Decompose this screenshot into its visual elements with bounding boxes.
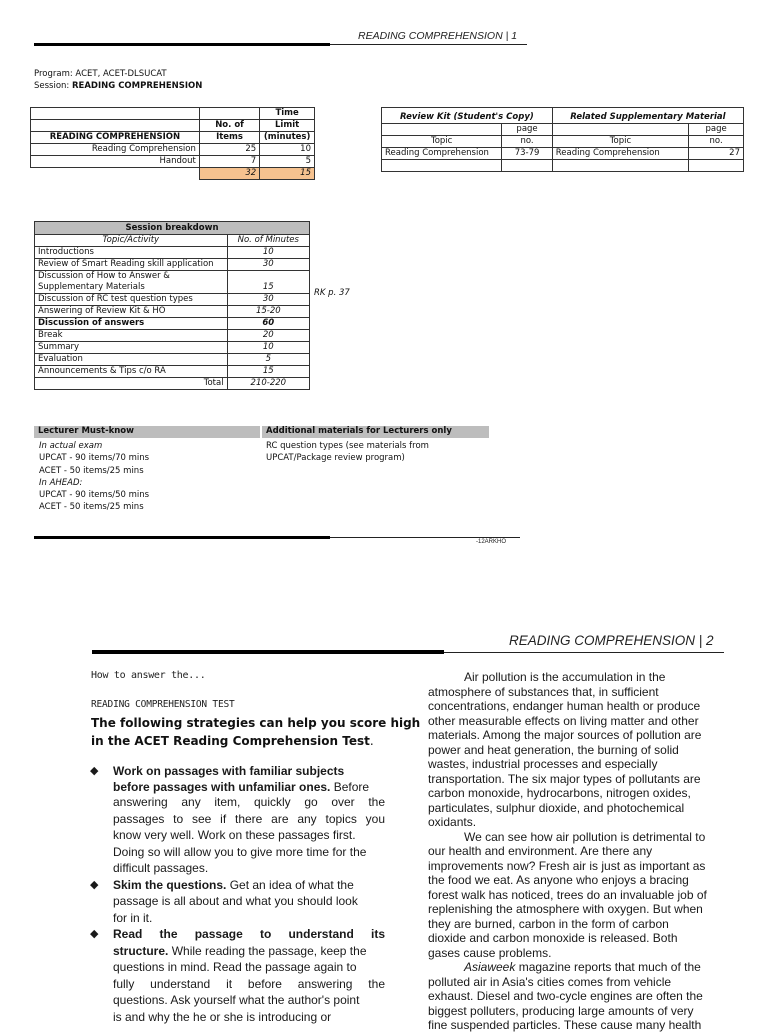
- passage-line: they are burned, carbon in the form of carbon: [428, 916, 669, 931]
- items-table: [30, 107, 315, 180]
- page2-header-rule-thin: [444, 652, 724, 653]
- items-header-2: Items: [199, 132, 259, 144]
- table-row: Break 20: [35, 330, 310, 342]
- intro-line-2-bold: in the ACET Reading Comprehension Test: [91, 734, 370, 748]
- review-kit-table: Review Kit (Student's Copy) Related Supplementary Material page page Topic no. Topic no. Reading Comprehension 73-79 Reading Comprehension 27: [381, 107, 744, 172]
- intro-line-1: The following strategies can help you score high: [91, 716, 421, 730]
- passage-line: the food we eat. As anyone who enjoys a bracing: [428, 873, 689, 887]
- passage-line: particulates, sulphur dioxide, and photochemical: [428, 800, 685, 815]
- strategy-line: ◆ Read the passage to understand its: [90, 927, 385, 941]
- passage-line: Asiaweek magazine reports that much of the: [464, 960, 701, 974]
- totals-row: [31, 168, 315, 180]
- total-row: Total 210-220: [35, 378, 310, 390]
- table-row: Reading Comprehension 73-79 Reading Comprehension 27: [382, 148, 744, 160]
- session-line: [34, 81, 202, 92]
- strategy-line: questions in mind. Read the passage again to: [113, 960, 357, 974]
- intro-line-2-period: .: [369, 734, 374, 748]
- page1-header: READING COMPREHENSION | 1: [358, 30, 518, 42]
- page1-footer-rule: [34, 536, 330, 539]
- passage-line: oxidants.: [428, 815, 477, 829]
- strategy-line: for in it.: [113, 910, 153, 925]
- strategy-line: ◆ Work on passages with familiar subjects: [90, 764, 345, 778]
- strategy-line: before passages with unfamiliar ones. Before: [113, 779, 370, 794]
- page1-footer-rule-thin: [330, 537, 520, 538]
- passage-line: forest walk has noticed, trees do an invaluable job of: [428, 887, 707, 902]
- rk-side-note: RK p. 37: [314, 288, 350, 298]
- test-title: READING COMPREHENSION TEST: [91, 699, 235, 710]
- passage-line: power and heat generation, the burning of solid: [428, 742, 679, 757]
- strategy-line: difficult passages.: [113, 861, 209, 875]
- page2-header: READING COMPREHENSION | 2: [509, 633, 714, 648]
- bullet-icon: ◆: [90, 928, 99, 940]
- passage-line: replenishing the atmosphere with oxygen. But when: [428, 902, 703, 916]
- total-time: 15: [260, 168, 315, 180]
- bullet-icon: ◆: [90, 878, 99, 891]
- strategy-line: fully understand it before answering the: [113, 976, 385, 991]
- page1-header-rule-thin: [330, 44, 527, 45]
- passage-line: transportation. The six major types of pollutants are: [428, 771, 701, 786]
- how-to-answer: How to answer the...: [91, 670, 206, 681]
- strategy-line: passage is all about and what you should look: [113, 894, 358, 908]
- table-row: Answering of Review Kit & HO 15-20: [35, 306, 310, 318]
- program-line: Program: ACET, ACET-DLSUCAT: [34, 69, 167, 79]
- breakdown-col-minutes: No. of Minutes: [227, 235, 309, 247]
- footer-code: -12ARKHO: [476, 539, 507, 545]
- strategy-line: Doing so will allow you to give more time for the: [113, 844, 367, 859]
- table-row: Handout 7 5: [31, 156, 315, 168]
- strategy-line: passages to see if there are any topics you: [113, 811, 385, 826]
- breakdown-col-topic: Topic/Activity: [35, 235, 228, 247]
- passage-line: polluted air in Asia's cities comes from vehicle: [428, 974, 672, 989]
- passage-line: Air pollution is the accumulation in the: [464, 670, 666, 684]
- passage-line: biggest polluters, producing large amounts of very: [428, 1003, 694, 1018]
- passage-line: concentrations, endanger human health or produce: [428, 699, 701, 713]
- breakdown-title: Session breakdown: [35, 222, 310, 235]
- items-table-title: READING COMPREHENSION: [31, 132, 200, 144]
- session-prefix: Session:: [34, 81, 70, 91]
- must-know-list: In actual exam UPCAT - 90 items/70 mins ACET - 50 items/25 mins In AHEAD: UPCAT - 90 items/50 mins ACET - 50 items/25 mins: [39, 441, 150, 513]
- strategies-list: [90, 764, 385, 1026]
- table-row: Reading Comprehension 25 10: [31, 144, 315, 156]
- session-name: READING COMPREHENSION: [72, 81, 203, 91]
- passage-line: We can see how air pollution is detrimental to: [464, 829, 706, 844]
- intro-line-2: [91, 734, 374, 748]
- passage-line: gases cause problems.: [428, 945, 552, 960]
- total-items: 32: [199, 168, 259, 180]
- passage-line: wastes, industrial processes and especially: [428, 757, 658, 771]
- passage-line: materials. Among the major sources of pollution are: [428, 728, 702, 742]
- additional-materials-list: RC question types (see materials from UPCAT/Package review program): [266, 441, 429, 464]
- table-row: Discussion of answers 60: [35, 318, 310, 330]
- strategy-line: is and why the he or she is introducing or: [113, 1009, 332, 1024]
- review-kit-header: Review Kit (Student's Copy): [382, 108, 553, 124]
- passage-line: fine suspended particles. These cause many health: [428, 1018, 702, 1032]
- time-header-3: (minutes): [260, 132, 315, 144]
- strategy-line: questions. Ask yourself what the author's point: [113, 993, 360, 1007]
- air-pollution-passage: [428, 670, 728, 1033]
- strategy-line: know very well. Work on these passages first.: [113, 828, 356, 842]
- bullet-icon: ◆: [90, 765, 99, 777]
- items-header-1: No. of: [215, 120, 244, 130]
- passage-line: our health and environment. Are there any: [428, 844, 653, 858]
- additional-materials-title: Additional materials for Lecturers only: [262, 426, 489, 438]
- must-know-title: Lecturer Must-know: [34, 426, 260, 438]
- passage-line: exhaust. Diesel and two-cycle engines are often the: [428, 989, 703, 1003]
- strategy-line: ◆ Skim the questions. Get an idea of what the: [90, 877, 354, 892]
- supplementary-header: Related Supplementary Material: [552, 108, 743, 124]
- strategy-line: structure. While reading the passage, keep the: [113, 943, 367, 958]
- table-row: Evaluation 5: [35, 354, 310, 366]
- table-row: Discussion of RC test question types 30: [35, 294, 310, 306]
- table-row: Introductions 10: [35, 247, 310, 259]
- time-header-1: Time: [275, 108, 299, 118]
- table-row: Announcements & Tips c/o RA 15: [35, 366, 310, 378]
- page2-header-rule: [92, 650, 444, 654]
- strategy-line: answering any item, quickly go over the: [113, 795, 385, 809]
- table-row: Discussion of How to Answer & Supplementary Materials 15: [35, 271, 310, 294]
- table-row: Review of Smart Reading skill application 30: [35, 259, 310, 271]
- passage-line: improvements now? Fresh air is just as important as: [428, 858, 706, 873]
- passage-line: dioxide and carbon monoxide is released. Both: [428, 931, 678, 945]
- page1-header-rule: [34, 43, 330, 46]
- passage-line: carbon monoxide, hydrocarbons, nitrogen oxides,: [428, 786, 691, 800]
- passage-line: atmosphere of substances that, in sufficient: [428, 684, 659, 699]
- time-header-2: Limit: [275, 120, 300, 130]
- table-row: Summary 10: [35, 342, 310, 354]
- passage-line: other measurable effects on living matter and other: [428, 713, 699, 728]
- session-breakdown-table: [34, 221, 310, 390]
